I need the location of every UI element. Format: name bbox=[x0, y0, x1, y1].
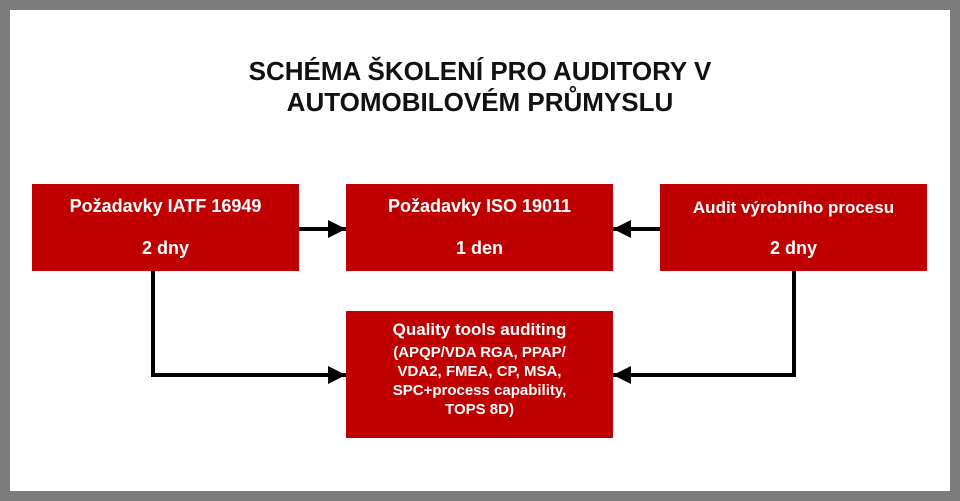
box-quality-title: Quality tools auditing bbox=[392, 320, 567, 339]
arrow-iatf-to-quality bbox=[153, 271, 346, 375]
box-process-audit bbox=[660, 184, 927, 271]
box-iso-19011 bbox=[346, 184, 613, 271]
box-iatf-duration: 2 dny bbox=[141, 238, 189, 258]
quality-detail-line: TOPS 8D) bbox=[445, 401, 514, 418]
box-audit-duration: 2 dny bbox=[769, 238, 817, 258]
title-line-1: SCHÉMA ŠKOLENÍ PRO AUDITORY V bbox=[248, 56, 712, 86]
arrow-audit-to-quality bbox=[613, 271, 794, 375]
box-iso-title: Požadavky ISO 19011 bbox=[387, 196, 572, 216]
box-audit-title: Audit výrobního procesu bbox=[692, 198, 895, 217]
quality-detail-line: (APQP/VDA RGA, PPAP/ bbox=[393, 344, 566, 361]
box-iatf-title: Požadavky IATF 16949 bbox=[69, 196, 262, 216]
title-line-2: AUTOMOBILOVÉM PRŮMYSLU bbox=[286, 87, 674, 117]
box-quality-tools bbox=[346, 311, 613, 438]
quality-detail-line: VDA2, FMEA, CP, MSA, bbox=[397, 363, 562, 380]
quality-detail-line: SPC+process capability, bbox=[392, 382, 567, 399]
box-iso-duration: 1 den bbox=[455, 238, 503, 258]
box-iatf-16949 bbox=[32, 184, 299, 271]
box-quality-details bbox=[346, 343, 613, 419]
